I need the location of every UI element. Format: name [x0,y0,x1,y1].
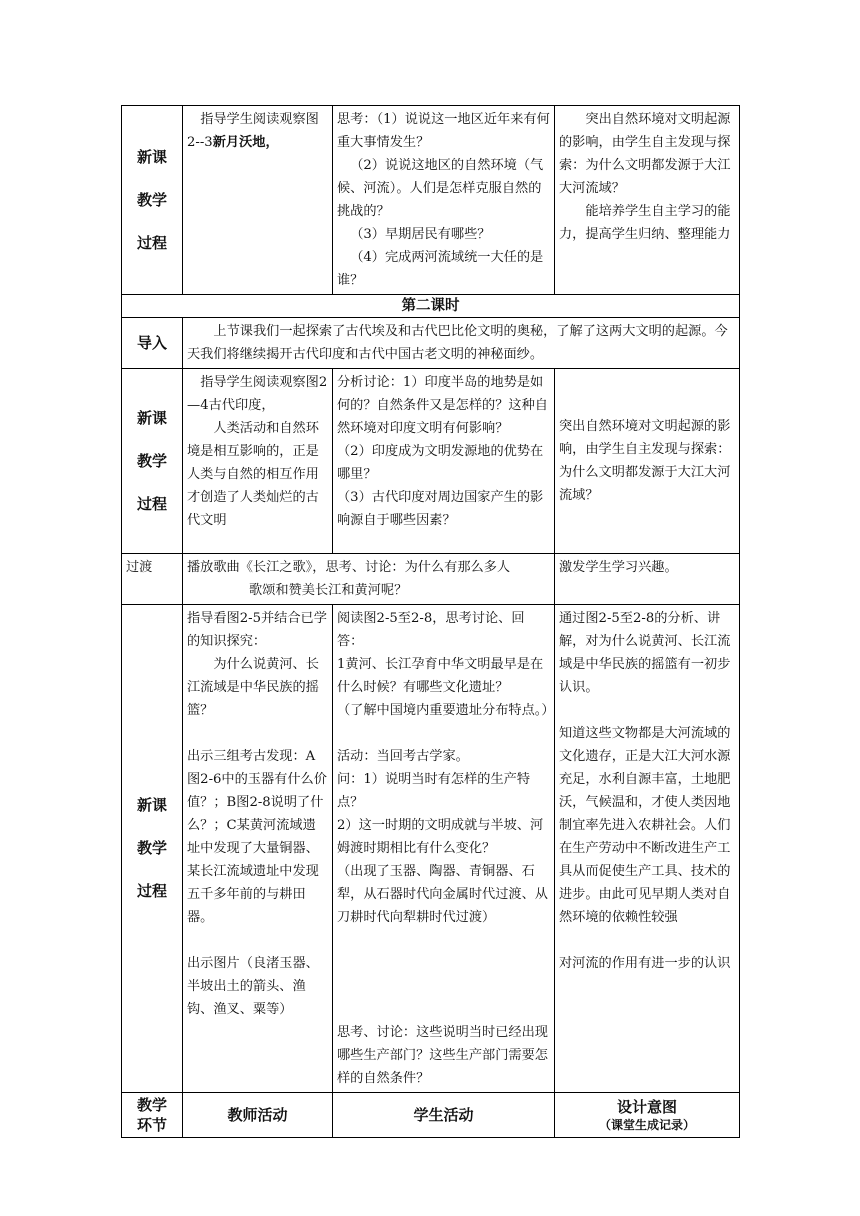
intro-label: 导入 [122,318,183,369]
header-stage-line: 教学 [136,1096,167,1114]
header-stage [122,1093,183,1138]
intro-text-cell [183,318,740,369]
student-line: 思考：（1）说说这一地区近年来有何重大事情发生？ [337,112,550,150]
label-line: 新课 [136,408,167,427]
header-design-sub: （课堂生成记录） [598,1118,695,1132]
lesson-row-2 [122,369,740,554]
student-line: （4）完成两河流域统一大任的是谁？ [337,250,544,288]
label-line: 教学 [136,190,167,209]
design-intent-cell [555,106,740,295]
section-label [122,369,183,554]
header-student: 学生活动 [333,1093,555,1138]
student-line: 1黄河、长江孕育中华文明最早是在什么时候？有哪些文化遗址？ [337,657,544,695]
lesson-row-3 [122,605,740,1093]
transition-text: 播放歌曲《长江之歌》，思考、讨论：为什么有那么多人 [187,560,511,575]
design-line: 能培养学生自主学习的能力，提高学生归纳、整理能力 [559,204,731,242]
student-line: 分析讨论：1）印度半岛的地势是如何的？自然条件又是怎样的？这种自然环境对印度文明有何影响？ [337,375,548,436]
section-label [122,106,183,295]
header-stage-line: 环节 [136,1116,167,1134]
label-line: 新课 [136,147,167,166]
teacher-line: 为什么说黄河、长江流域是中华民族的摇篮？ [187,657,319,718]
intro-text: 上节课我们一起探索了古代埃及和古代巴比伦文明的奥秘，了解了这两大文明的起源。今天我们将继续揭开古代印度和古代中国古老文明的神秘面纱。 [187,324,728,362]
student-line: （2）印度成为文明发源地的优势在哪里？ [337,444,544,482]
student-activity-cell [333,369,555,554]
student-line: 2）这一时期的文明成就与半坡、河姆渡时期相比有什么变化？ [337,818,544,856]
section-label [122,605,183,1093]
student-line: 活动：当回考古学家。 [337,749,469,764]
teacher-activity-cell [183,369,333,554]
design-line: 对河流的作用有进一步的认识 [559,956,731,971]
student-line: （3）古代印度对周边国家产生的影响源自于哪些因素？ [337,490,544,528]
student-activity-cell [333,605,555,1093]
transition-label: 过渡 [122,554,183,605]
design-intent-cell [555,605,740,1093]
label-line: 教学 [136,451,167,470]
label-line: 过程 [136,494,167,513]
lesson-plan-table [121,105,740,1138]
teacher-line: 出示三组考古发现：A图2-6中的玉器有什么价值？；B图2-8说明了什么？；C某黄河流域遗址中发现了大量铜器、某长江流域遗址中发现五千多年前的与耕田器。 [187,749,327,925]
label-line: 过程 [136,233,167,252]
session-row [122,295,740,318]
lesson-row-1 [122,106,740,295]
teacher-activity-cell [183,605,333,1093]
teacher-line: 出示图片（良渚玉器、半坡出土的箭头、渔钩、渔叉、粟等） [187,956,319,1017]
student-line: 思考、讨论：这些说明当时已经出现哪些生产部门？这些生产部门需要怎样的自然条件？ [337,1025,548,1086]
teacher-activity-cell [183,106,333,295]
student-line: （了解中国境内重要遗址分布特点。） [337,703,555,718]
student-line: （2）说说这地区的自然环境（气候、河流）。人们是怎样克服自然的挑战的？ [337,158,544,219]
column-header-row [122,1093,740,1138]
transition-text: 歌颂和赞美长江和黄河呢？ [249,583,408,598]
label-line: 新课 [136,796,167,814]
student-line: （出现了玉器、陶器、青铜器、石犁，从石器时代向金属时代过渡、从刀耕时代向犁耕时代过渡） [337,864,548,925]
teacher-line: 人类活动和自然环境是相互影响的，正是人类与自然的相互作用才创造了人类灿烂的古代文明 [187,421,319,528]
header-design-title: 设计意图 [616,1098,677,1116]
teacher-line: 指导看图2-5并结合已学的知识探究： [187,611,327,649]
teacher-activity-bold: 新月沃地， [212,135,279,150]
header-teacher: 教师活动 [183,1093,333,1138]
design-intent-cell [555,369,740,554]
session-title: 第二课时 [122,295,740,318]
design-line: 突出自然环境对文明起源的影响，由学生自主发现与探索：为什么文明都发源于大江大河流域？ [559,112,731,196]
student-line: （3）早期居民有哪些？ [350,227,491,242]
label-line: 过程 [136,882,167,900]
teacher-activity-text: 指导学生阅读观察图2--3 [187,112,319,150]
header-design [555,1093,740,1138]
design-line: 知道这些文物都是大河流域的文化遗存，正是大江大河水源充足，水利自源丰富，土地肥沃，气候温和，才使人类因地制宜率先进入农耕社会。人们在生产劳动中不断改进生产工具从而促使生产工具、技术的进步。由此可见早期人类对自然环境的依赖性较强 [559,726,731,925]
label-line: 教学 [136,839,167,857]
transition-row [122,554,740,605]
design-line: 激发学生学习兴趣。 [559,560,678,575]
intro-row [122,318,740,369]
student-activity-cell [333,106,555,295]
student-line: 问：1）说明当时有怎样的生产特点？ [337,772,531,810]
student-line: 阅读图2-5至2-8，思考讨论、回答： [337,611,525,649]
design-line: 突出自然环境对文明起源的影响，由学生自主发现与探索：为什么文明都发源于大江大河流域？ [559,419,731,503]
teacher-line: 指导学生阅读观察图2—4古代印度， [187,375,328,413]
transition-design [555,554,740,605]
design-line: 通过图2-5至2-8的分析、讲解，对为什么说黄河、长江流域是中华民族的摇篮有一初步认识。 [559,611,731,695]
transition-text-cell [183,554,555,605]
